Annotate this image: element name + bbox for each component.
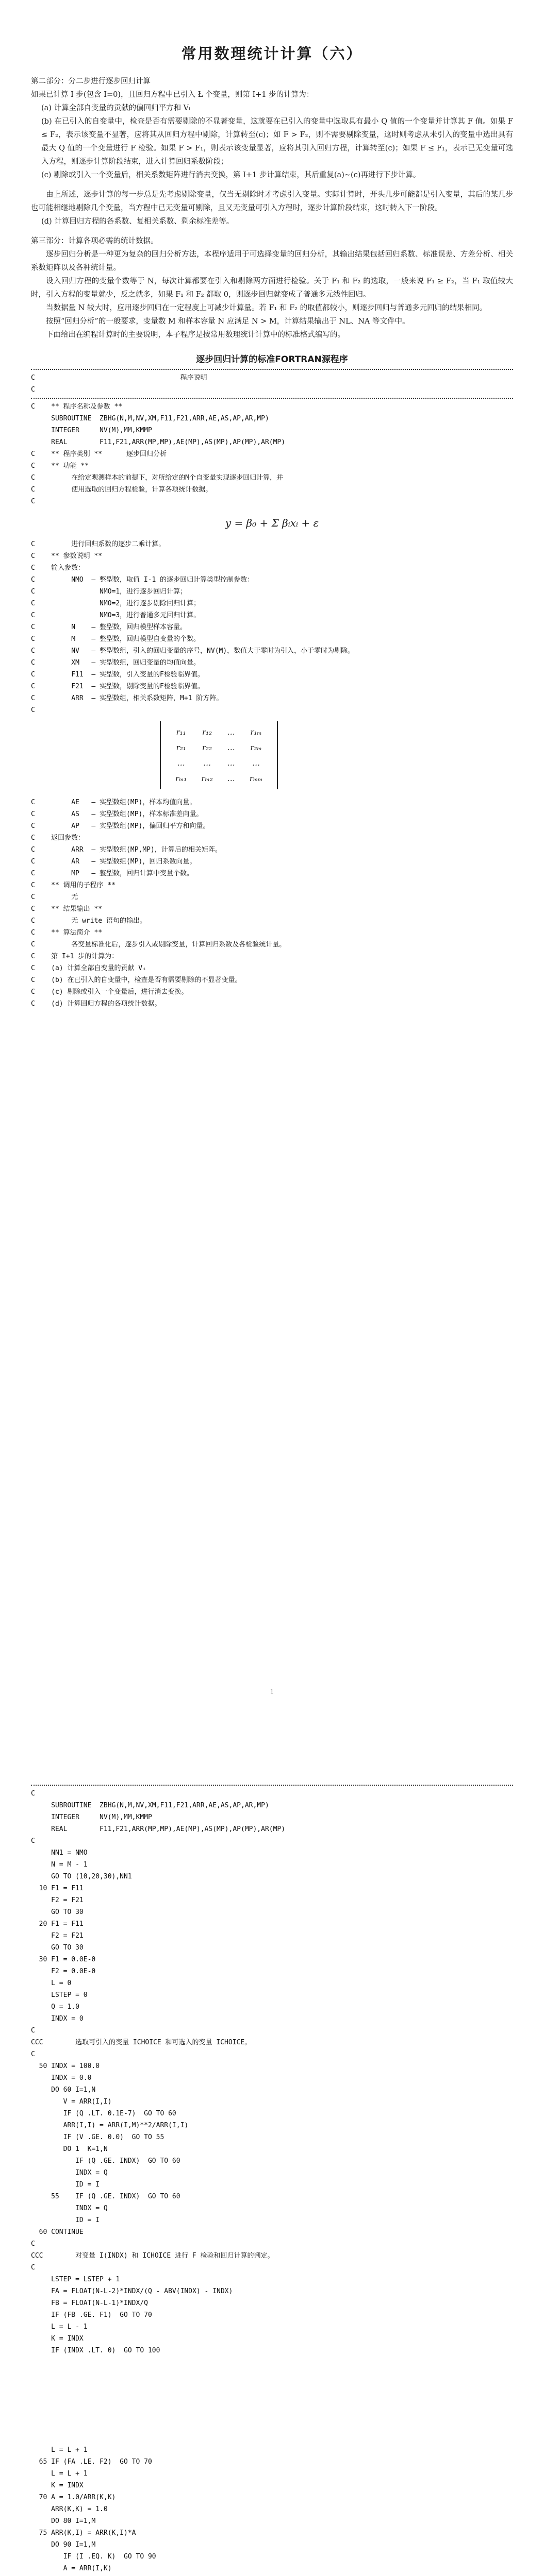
code-line: C XM — 实型数组，回归变量的均值向量。 <box>31 659 201 667</box>
intro-paragraph: 设入回归方程的变量个数等于 N，每次计算都要在引入和剔除两方面进行检验。关于 F₁ 和 F₂ 的选取，一般来说 F₁ ≥ F₂，当 F₁ 取值较大时，引入方程的变量就少，反之就多，如果 F₁ 和 F₂ 都取 0，则逐步回归就变成了普通多元线性回归。 <box>31 277 513 299</box>
intro-paragraph: 由上所述，逐步计算的每一步总是先考虑剔除变量，仅当无剔除时才考虑引入变量。实际计算时，开头几步可能都是引入变量，其后的某几步也可能相继地剔除几个变量，当方程中已无变量可剔除，且又无变量可引入方程时，逐步计算阶段结束，这时转入下一阶段。 <box>31 191 513 212</box>
code-line: 75 ARR(K,I) = ARR(K,I)*A <box>31 2529 136 2537</box>
code-line: L = 0 <box>31 1979 72 1987</box>
divider <box>31 398 513 399</box>
code-line: C <box>31 1837 35 1845</box>
code-line: C 无 <box>31 893 78 901</box>
code-line: DO 60 I=1,N <box>31 2086 96 2094</box>
code-line: 65 IF (FA .LE. F2) GO TO 70 <box>31 2458 152 2466</box>
code-line: 50 INDX = 100.0 <box>31 2062 100 2070</box>
code-line: C <box>31 2240 35 2248</box>
code-line: C <box>31 1790 35 1798</box>
code-line: C NMO=2，进行逐步剔除回归计算； <box>31 600 201 607</box>
code-line: C AP — 实型数组(MP)，偏回归平方和向量。 <box>31 822 210 830</box>
code-line: L = L + 1 <box>31 2446 88 2454</box>
code-line: V = ARR(I,I) <box>31 2098 112 2106</box>
code-line: N = M - 1 <box>31 1861 88 1869</box>
intro-paragraph: 当数据量 N 较大时，应用逐步回归在一定程度上可减少计算量。若 F₁ 和 F₂ 的取值都较小，则逐步回归与普通多元回归的结果相同。 <box>46 304 487 312</box>
code-line: DO 90 I=1,M <box>31 2541 96 2549</box>
code-line: IF (Q .GE. INDX) GO TO 60 <box>31 2157 180 2165</box>
code-line: GO TO (10,20,30),NN1 <box>31 1873 132 1880</box>
code-line: C ARR — 实型数组，相关系数矩阵，M+1 阶方阵。 <box>31 694 223 702</box>
code-line: C ** 调用的子程序 ** <box>31 882 116 889</box>
correlation-matrix <box>160 721 278 789</box>
code-line: Q = 1.0 <box>31 2003 79 2011</box>
code-line: C <box>31 386 35 394</box>
code-line: INDX = 0.0 <box>31 2074 92 2082</box>
code-line: REAL F11,F21,ARR(MP,MP),AE(MP),AS(MP),AP(MP),AR(MP) <box>31 438 286 446</box>
code-line: 10 F1 = F11 <box>31 1885 84 1892</box>
code-block-1 <box>15 401 529 507</box>
code-line: C ** 结果输出 ** <box>31 905 103 913</box>
matrix-cell: r₁ₘ <box>250 727 262 737</box>
code-line: ID = I <box>31 2181 100 2189</box>
code-line: C (a) 计算全部自变量的贡献 Vᵢ <box>31 964 146 972</box>
code-line: INDX = 0 <box>31 2015 84 2023</box>
code-line: C NV — 整型数组，引入的回归变量的序号，NV(M)，数值大于零时为引入，小于零时为剔除。 <box>31 647 355 655</box>
code-block-3 <box>15 796 529 1010</box>
matrix-cell: … <box>252 758 260 768</box>
code-line: C 进行回归系数的逐步二乘计算。 <box>31 540 166 548</box>
code-line: FB = FLOAT(N-L-1)*INDX/Q <box>31 2299 148 2307</box>
matrix-cell: rₘ₂ <box>201 774 213 783</box>
document-page-1 <box>15 11 529 1706</box>
code-line: C ARR — 实型数组(MP,MP)，计算后的相关矩阵。 <box>31 846 222 854</box>
matrix-cell: … <box>227 727 235 737</box>
code-line: C ** 程序名称及参数 ** <box>31 403 123 411</box>
code-line: C AE — 实型数组(MP)，样本均值向量。 <box>31 799 196 806</box>
matrix-cell: … <box>177 758 185 768</box>
page-number: 1 <box>270 1688 274 1695</box>
intro-line: 如果已计算 I 步(包含 I=0)，且回归方程中已引入 Ł 个变量，则第 I+1 步的计算为： <box>31 91 314 99</box>
code-line: CCC 对变量 I(INDX) 和 ICHOICE 进行 F 检验和回归计算的判定。 <box>31 2252 274 2260</box>
code-line: IF (Q .LT. 0.1E-7) GO TO 60 <box>31 2110 176 2117</box>
code-block-5 <box>15 2444 529 2576</box>
matrix-cell: r₁₂ <box>202 727 212 737</box>
code-line: C <box>31 706 35 714</box>
code-line: C F11 — 实型数，引入变量的F检验临界值。 <box>31 671 204 679</box>
divider <box>31 369 513 370</box>
code-line: DO 1 K=1,N <box>31 2145 108 2153</box>
code-line: C N — 整型数，回归模型样本容量。 <box>31 623 187 631</box>
code-line: GO TO 30 <box>31 1944 84 1952</box>
code-line: K = INDX <box>31 2335 84 2343</box>
code-line: 55 IF (Q .GE. INDX) GO TO 60 <box>31 2193 180 2200</box>
code-line: CCC 选取可引入的变量 ICHOICE 和可选入的变量 ICHOICE。 <box>31 2039 252 2046</box>
code-line: K = INDX <box>31 2482 84 2489</box>
code-line: GO TO 30 <box>31 1908 84 1916</box>
intro-line: (b) 在已引入的自变量中，检查是否有需要剔除的不显著变量，这就要在已引入的变量中选取具有最小 Q 值的一个变量并计算其 F 值。如果 F ≤ F₂，表示该变量不显著，应将其从回归方程中剔除，计算转至(c)；如 F > F₂，则不需要剔除变量，这时则考虑从未引入的变量中选出具有最大 Q 值的一个变量进行 F 检验。如果 F > F₁，则表示该变量显著，应将其引入回归方程，计算转至(c)；如果 F ≤ F₁，表示已无变量可选入方程，则逐步计算阶段结束，进入计算回归系数阶段； <box>41 117 513 166</box>
code-line: C ** 程序类别 ** 逐步回归分析 <box>31 450 167 458</box>
program-title: 逐步回归计算的标准FORTRAN源程序 <box>196 354 348 365</box>
matrix-cell: rₘ₁ <box>175 774 187 783</box>
code-line: C NMO — 整型数，取值 I-1 的逐步回归计算类型控制参数： <box>31 576 254 584</box>
code-line: LSTEP = 0 <box>31 1991 88 1999</box>
matrix-cell: … <box>227 758 235 768</box>
code-line: IF (I .EQ. K) GO TO 90 <box>31 2553 156 2561</box>
code-line: C ** 参数说明 ** <box>31 552 103 560</box>
code-line: C MP — 整型数，回归计算中变量个数。 <box>31 870 194 877</box>
code-line: SUBROUTINE ZBHG(N,M,NV,XM,F11,F21,ARR,AE,AS,AP,AR,MP) <box>31 1802 269 1809</box>
code-line: C <box>31 498 35 505</box>
code-line: ID = I <box>31 2216 100 2224</box>
code-line: C ** 算法简介 ** <box>31 929 103 937</box>
intro-line: (d) 计算回归方程的各系数、复相关系数、剩余标准差等。 <box>41 217 234 226</box>
code-line: F2 = F21 <box>31 1896 84 1904</box>
code-line: C 输入参数： <box>31 564 85 572</box>
matrix-cell: … <box>227 743 235 752</box>
intro-line: 第三部分：计算各项必需的统计数据。 <box>31 237 158 245</box>
code-line: 30 F1 = 0.0E-0 <box>31 1956 96 1963</box>
code-line: 70 A = 1.0/ARR(K,K) <box>31 2494 116 2501</box>
code-line: 20 F1 = F11 <box>31 1920 84 1928</box>
code-line: INDX = Q <box>31 2205 108 2212</box>
code-line: C <box>31 2264 35 2272</box>
code-line: INTEGER NV(M),MM,KMMP <box>31 1814 152 1821</box>
matrix-cell: r₁₁ <box>176 727 186 737</box>
matrix-cell: r₂ₘ <box>250 743 262 752</box>
code-line: C 无 write 语句的输出。 <box>31 917 147 925</box>
code-line: ARR(K,K) = 1.0 <box>31 2505 108 2513</box>
code-line: INDX = Q <box>31 2169 108 2177</box>
code-line: C 程序说明 <box>31 374 207 382</box>
matrix-cell: r₂₁ <box>176 743 186 752</box>
code-line: C 返回参数： <box>31 834 85 842</box>
code-line: FA = FLOAT(N-L-2)*INDX/(Q - ABV(INDX) - INDX) <box>31 2287 233 2295</box>
code-line: NN1 = NMO <box>31 1849 88 1857</box>
code-line: C (c) 剔除或引入一个变量后，进行消去变换。 <box>31 988 188 996</box>
code-line: C <box>31 2050 35 2058</box>
code-line: INTEGER NV(M),MM,KMMP <box>31 427 152 434</box>
code-line: IF (V .GE. 0.0) GO TO 55 <box>31 2133 164 2141</box>
code-line: L = L + 1 <box>31 2470 88 2478</box>
code-line: SUBROUTINE ZBHG(N,M,NV,XM,F11,F21,ARR,AE,AS,AP,AR,MP) <box>31 415 269 422</box>
code-line: C 第 I+1 步的计算为： <box>31 953 119 960</box>
matrix-cell: r₂₂ <box>202 743 212 752</box>
matrix-cell: rₘₘ <box>249 774 263 783</box>
matrix-cell: … <box>203 758 211 768</box>
code-line: REAL F11,F21,ARR(MP,MP),AE(MP),AS(MP),AP(MP),AR(MP) <box>31 1825 286 1833</box>
code-line: C 各变量标准化后，逐步引入或剔除变量，计算回归系数及各检验统计量。 <box>31 941 286 948</box>
code-line: C AR — 实型数组(MP)，回归系数向量。 <box>31 858 196 866</box>
code-line: IF (FB .GE. F1) GO TO 70 <box>31 2311 152 2319</box>
code-line: C 在给定观测样本的前提下，对所给定的M个自变量实现逐步回归计算，并 <box>31 474 284 482</box>
code-line: A = ARR(I,K) <box>31 2565 112 2572</box>
matrix-cell: … <box>227 774 235 783</box>
code-line: C NMO=1，进行逐步回归计算； <box>31 588 187 596</box>
code-line: LSTEP = LSTEP + 1 <box>31 2276 120 2283</box>
code-line: C <box>31 2027 35 2035</box>
code-block-2 <box>15 538 529 716</box>
code-line: C F21 — 实型数，剔除变量的F检验临界值。 <box>31 683 204 690</box>
code-line: ARR(I,I) = ARR(I,M)**2/ARR(I,I) <box>31 2122 189 2129</box>
intro-line: 第二部分：分二步进行逐步回归计算 <box>31 77 151 86</box>
code-line: C ** 功能 ** <box>31 462 89 470</box>
intro-paragraph: 下面给出在编程计算时的主要说明，本子程序是按常用数理统计计算中的标准格式编写的。 <box>46 331 345 339</box>
document-page-2 <box>15 1762 529 2576</box>
code-line: L = L - 1 <box>31 2323 88 2331</box>
code-line: F2 = F21 <box>31 1932 84 1940</box>
code-line: C 使用选取的回归方程检验，计算各项统计数据。 <box>31 486 212 494</box>
code-line: DO 80 I=1,M <box>31 2517 96 2525</box>
intro-line: (a) 计算全部自变量的贡献的偏回归平方和 Vᵢ <box>41 104 191 112</box>
divider <box>31 1785 513 1786</box>
code-line: C NMO=3，进行普通多元回归计算。 <box>31 612 201 619</box>
document-title: 常用数理统计计算（六） <box>181 45 363 62</box>
code-line: C M — 整型数，回归模型自变量的个数。 <box>31 635 201 643</box>
code-line: C (b) 在已引入的自变量中，检查是否有需要剔除的不显著变量。 <box>31 976 242 984</box>
intro-paragraph: 按照“回归分析”的一般要求，变量数 M 和样本容量 N 应满足 N > M，计算结果输出于 NL、NA 等文件中。 <box>46 317 410 326</box>
intro-line: (c) 剔除或引入一个变量后，相关系数矩阵进行消去变换，第 I+1 步计算结束，其后重复(a)~(c)再进行下步计算。 <box>41 171 421 179</box>
code-block-4 <box>15 1788 529 2357</box>
code-line: F2 = 0.0E-0 <box>31 1968 96 1975</box>
code-line: C (d) 计算回归方程的各项统计数据。 <box>31 1000 161 1008</box>
code-line: IF (INDX .LT. 0) GO TO 100 <box>31 2347 160 2354</box>
regression-formula: y = β₀ + Σ βᵢxᵢ + ε <box>225 517 319 529</box>
code-line: 60 CONTINUE <box>31 2228 84 2236</box>
intro-paragraph: 逐步回归分析是一种更为复杂的回归分析方法，本程序适用于可选择变量的回归分析，其输出结果包括回归系数、标准误差、方差分析、相关系数矩阵以及各种统计量。 <box>31 250 513 272</box>
code-line: C AS — 实型数组(MP)，样本标准差向量。 <box>31 810 203 818</box>
